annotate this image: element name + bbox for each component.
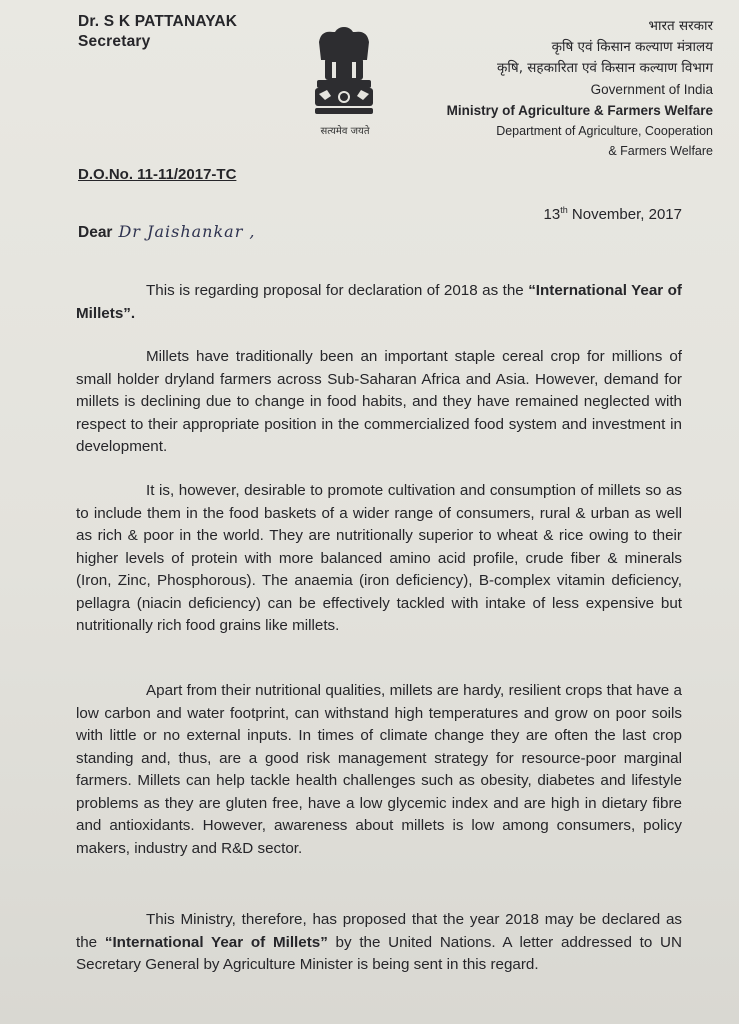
date-rest: November, 2017 xyxy=(567,206,682,223)
ministry-english-line4: & Farmers Welfare xyxy=(608,144,713,158)
paragraph-4: Apart from their nutritional qualities, millets are hardy, resilient crops that have a low carbon and water footprint, can withstand high temperatures and grow on poor soils with little or no external inputs. In times of climate change they are often the last crop standing and, thus, are a good risk management strategy for resource-poor marginal farmers. Millets can help tackle health challenges such as obesity, diabetes and lifestyle problems as they are gluten free, have a low glycemic index and are high in dietary fibre and antioxidants. However, awareness about millets is low among consumers, policy makers, industry and R&D sector. xyxy=(76,682,682,857)
paragraph-2: Millets have traditionally been an important staple cereal crop for millions of small holder dryland farmers across Sub-Saharan Africa and Asia. However, demand for millets is declining due to change in food habits, and they have remained neglected with respect to their appropriate position in the commercialized food system and investment in development. xyxy=(76,348,682,455)
paragraph-1 xyxy=(76,280,682,325)
p5-text: This Ministry, therefore, has proposed that the year 2018 may be declared as the xyxy=(76,911,682,951)
reference-number: D.O.No. 11-11/2017-TC xyxy=(78,166,237,183)
ministry-english-line3: Department of Agriculture, Cooperation xyxy=(496,124,713,138)
ministry-english-line2: Ministry of Agriculture & Farmers Welfare xyxy=(446,103,713,118)
ministry-block xyxy=(447,16,713,161)
p5-end: by the United Nations. A letter addressed to UN Secretary General by Agriculture Minister is being sent in this regard. xyxy=(76,933,682,973)
p5-emphasis: “International Year of Millets” xyxy=(104,933,328,951)
p1-text: This is regarding proposal for declaration of 2018 as the xyxy=(146,282,529,299)
ministry-hindi-line2: कृषि एवं किसान कल्याण मंत्रालय xyxy=(551,39,713,55)
emblem-motto: सत्यमेव जयते xyxy=(320,126,370,137)
salutation-word: Dear xyxy=(78,224,113,241)
p1-emphasis: “International Year of Millets” xyxy=(76,282,682,322)
paragraph-5 xyxy=(76,909,682,977)
date-day: 13 xyxy=(543,206,561,223)
paragraph-3: It is, however, desirable to promote cultivation and consumption of millets so as to include them in the food baskets of a wider range of consumers, rural & urban as well as rich & poor in the world. They are nutritionally superior to wheat & rice owing to their higher levels of protein with more balanced amino acid profile, crude fiber & minerals (Iron, Zinc, Phosphorous). The anaemia (iron deficiency), B-complex vitamin deficiency, pellagra (niacin deficiency) can be effectively tackled with intake of less expensive but nutritionally rich food grains like millets. xyxy=(76,482,682,634)
date-suffix: th xyxy=(560,205,568,215)
salutation xyxy=(78,222,256,242)
ministry-english-line1: Government of India xyxy=(590,82,713,97)
letter-date xyxy=(544,205,682,223)
sender-name: Dr. S K PATTANAYAK xyxy=(78,13,238,30)
sender-block xyxy=(78,12,237,52)
ministry-hindi-line1: भारत सरकार xyxy=(648,18,713,34)
handwritten-name: Dr Jaishankar , xyxy=(118,222,256,241)
p1-end: . xyxy=(130,304,136,322)
sender-title: Secretary xyxy=(78,33,151,50)
ministry-hindi-line3: कृषि, सहकारिता एवं किसान कल्याण विभाग xyxy=(497,60,713,76)
